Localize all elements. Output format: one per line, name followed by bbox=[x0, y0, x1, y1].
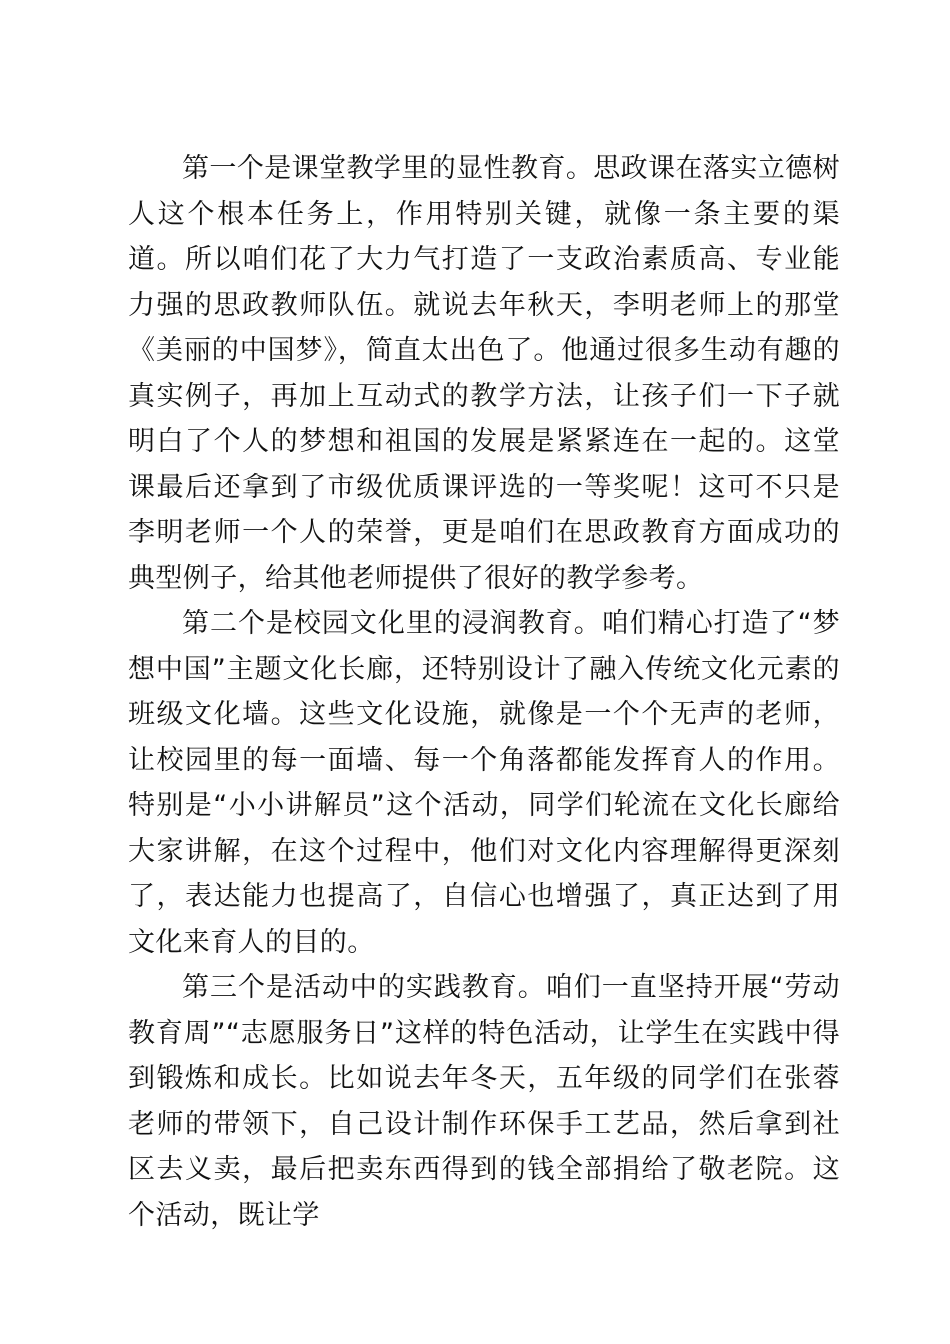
document-body bbox=[128, 146, 840, 1238]
paragraph-classroom-education: 第一个是课堂教学里的显性教育。思政课在落实立德树人这个根本任务上，作用特别关键，就像一条主要的渠道。所以咱们花了大力气打造了一支政治素质高、专业能力强的思政教师队伍。就说去年秋天，李明老师上的那堂《美丽的中国梦》，简直太出色了。他通过很多生动有趣的真实例子，再加上互动式的教学方法，让孩子们一下子就明白了个人的梦想和祖国的发展是紧紧连在一起的。这堂课最后还拿到了市级优质课评选的一等奖呢！这可不只是李明老师一个人的荣誉，更是咱们在思政教育方面成功的典型例子，给其他老师提供了很好的教学参考。 bbox=[128, 153, 840, 594]
paragraph-practice-education: 第三个是活动中的实践教育。咱们一直坚持开展“劳动教育周”“志愿服务日”这样的特色活动，让学生在实践中得到锻炼和成长。比如说去年冬天，五年级的同学们在张蓉老师的带领下，自己设计制作环保手工艺品，然后拿到社区去义卖，最后把卖东西得到的钱全部捐给了敬老院。这个活动，既让学 bbox=[128, 972, 840, 1231]
paragraph-campus-culture: 第二个是校园文化里的浸润教育。咱们精心打造了“梦想中国”主题文化长廊，还特别设计了融入传统文化元素的班级文化墙。这些文化设施，就像是一个个无声的老师，让校园里的每一面墙、每一个角落都能发挥育人的作用。特别是“小小讲解员”这个活动，同学们轮流在文化长廊给大家讲解，在这个过程中，他们对文化内容理解得更深刻了，表达能力也提高了，自信心也增强了，真正达到了用文化来育人的目的。 bbox=[128, 608, 840, 958]
